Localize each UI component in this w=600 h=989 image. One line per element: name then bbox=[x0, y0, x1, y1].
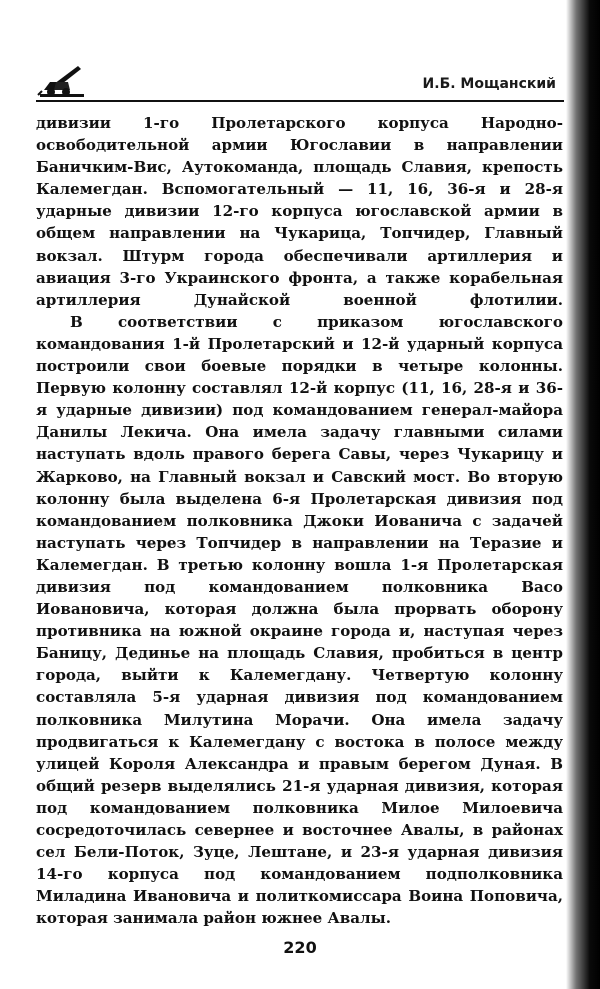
paragraph: дивизии 1-го Пролетарского корпуса Народно-освободительной армии Югославии в направлении Баничким-Вис, Аутокоманда, площадь Славия, крепость Калемегдан. Вспомогательный — 11, 16, 36-я и 28-я ударные дивизии 12-го корпуса югославской армии в общем направлении на Чукарица, Топчидер, Главный вокзал. Штурм города обеспечивали артиллерия и авиация 3-го Украинского фронта, а также корабельная артиллерия Дунайской военной флотилии. bbox=[36, 114, 563, 309]
body-text bbox=[36, 112, 563, 929]
page-number: 220 bbox=[283, 938, 317, 957]
header-rule bbox=[36, 100, 564, 102]
author-name: И.Б. Мощанский bbox=[422, 76, 556, 92]
scan-dark-edge bbox=[566, 0, 600, 989]
artillery-gun-icon bbox=[36, 60, 88, 100]
running-header bbox=[36, 60, 560, 100]
paragraph: В соответствии с приказом югославского командования 1-й Пролетарский и 12-й ударный корпуса построили свои боевые порядки в четыре колонны. Первую колонну составлял 12-й корпус (11, 16, 28-я и 36-я ударные дивизии) под командованием генерал-майора Данилы Лекича. Она имела задачу главными силами наступать вдоль правого берега Савы, через Чукарицу и Жарково, на Главный вокзал и Савский мост. Во вторую колонну была выделена 6-я Пролетарская дивизия под командованием полковника Джоки Иованича с задачей наступать через Топчидер в направлении на Теразие и Калемегдан. В третью колонну вошла 1-я Пролетарская дивизия под командованием полковника Васо Иовановича, которая должна была прорвать оборону противника на южной окраине города и, наступая через Баницу, Дединье на площадь Славия, пробиться в центр города, выйти к Калемегдану. Четвертую колонну составляла 5-я ударная дивизия под командованием полковника Милутина Морачи. Она имела задачу продвигаться к Калемегдану с востока в полосе между улицей Короля Александра и правым берегом Дуная. В общий резерв выделялись 21-я ударная дивизия, которая под командованием полковника Милое Милоевича сосредоточилась севернее и восточнее Авалы, в районах сел Бели-Поток, Зуце, Лештане, и 23-я ударная дивизия 14-го корпуса под командованием подполковника Миладина Ивановича и политкомиссара Воина Поповича, которая занимала район южнее Авалы. bbox=[36, 312, 563, 928]
